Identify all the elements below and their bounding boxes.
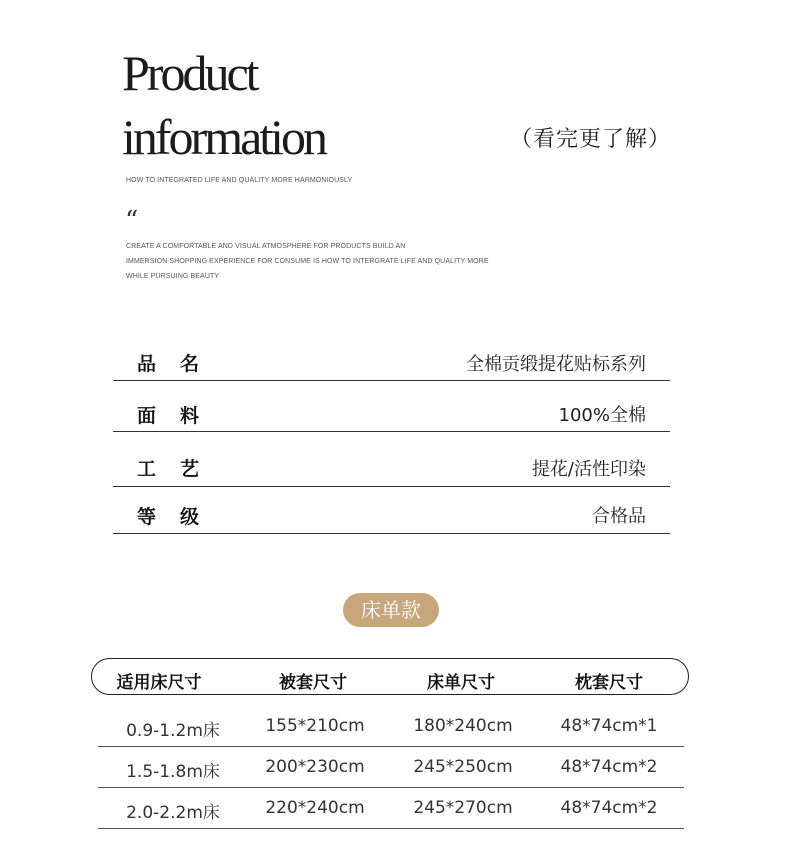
info-row-fabric [113,380,670,432]
table-cell: 1.5-1.8m床 [126,762,220,782]
size-table-header [91,658,689,695]
bedsheet-badge: 床单款 [343,593,439,627]
header-cell-sheet-size: 床单尺寸 [427,673,495,693]
info-row-name [113,340,670,381]
subtitle-cn: （看完更了解） [510,127,672,152]
table-cell: 2.0-2.2m床 [126,803,220,823]
description-line: CREATE A COMFORTABLE AND VISUAL ATMOSPHERE FOR PRODUCTS BUILD AN [126,243,406,250]
table-cell: 48*74cm*1 [560,716,658,736]
table-cell: 48*74cm*2 [560,798,658,818]
quote-icon: “ [125,206,139,236]
info-value: 全棉贡缎提花贴标系列 [466,354,646,375]
header-cell-bed-size: 适用床尺寸 [116,673,202,693]
info-label: 面料 [137,405,224,427]
table-cell: 0.9-1.2m床 [126,721,220,741]
info-label: 等级 [137,506,224,528]
table-row [98,787,684,829]
info-label: 品名 [137,353,224,375]
header-cell-pillowcase-size: 枕套尺寸 [575,673,643,693]
table-cell: 220*240cm [265,798,365,818]
tagline: HOW TO INTEGRATED LIFE AND QUALITY MORE HARMONIOUSLY [126,177,353,184]
title-line-1: Product [122,45,257,101]
info-value: 提花/活性印染 [531,459,646,480]
table-cell: 155*210cm [265,716,365,736]
table-cell: 48*74cm*2 [560,757,658,777]
table-cell: 245*250cm [413,757,513,777]
table-row [98,746,684,788]
description-line: WHILE PURSUING BEAUTY [126,273,220,280]
table-row [98,705,684,747]
title-line-2: information [122,109,326,165]
info-value: 100%全棉 [558,405,646,426]
table-cell: 200*230cm [265,757,365,777]
info-label: 工艺 [137,458,224,480]
table-cell: 245*270cm [413,798,513,818]
info-value: 合格品 [592,506,646,527]
description-line: IMMERSION SHOPPING EXPERIENCE FOR CONSUME IS HOW TO INTERGRATE LIFE AND QUALITY MORE [126,258,489,265]
info-row-craft [113,431,670,487]
info-row-grade [113,486,670,534]
table-cell: 180*240cm [413,716,513,736]
header-cell-duvet-size: 被套尺寸 [279,673,347,693]
